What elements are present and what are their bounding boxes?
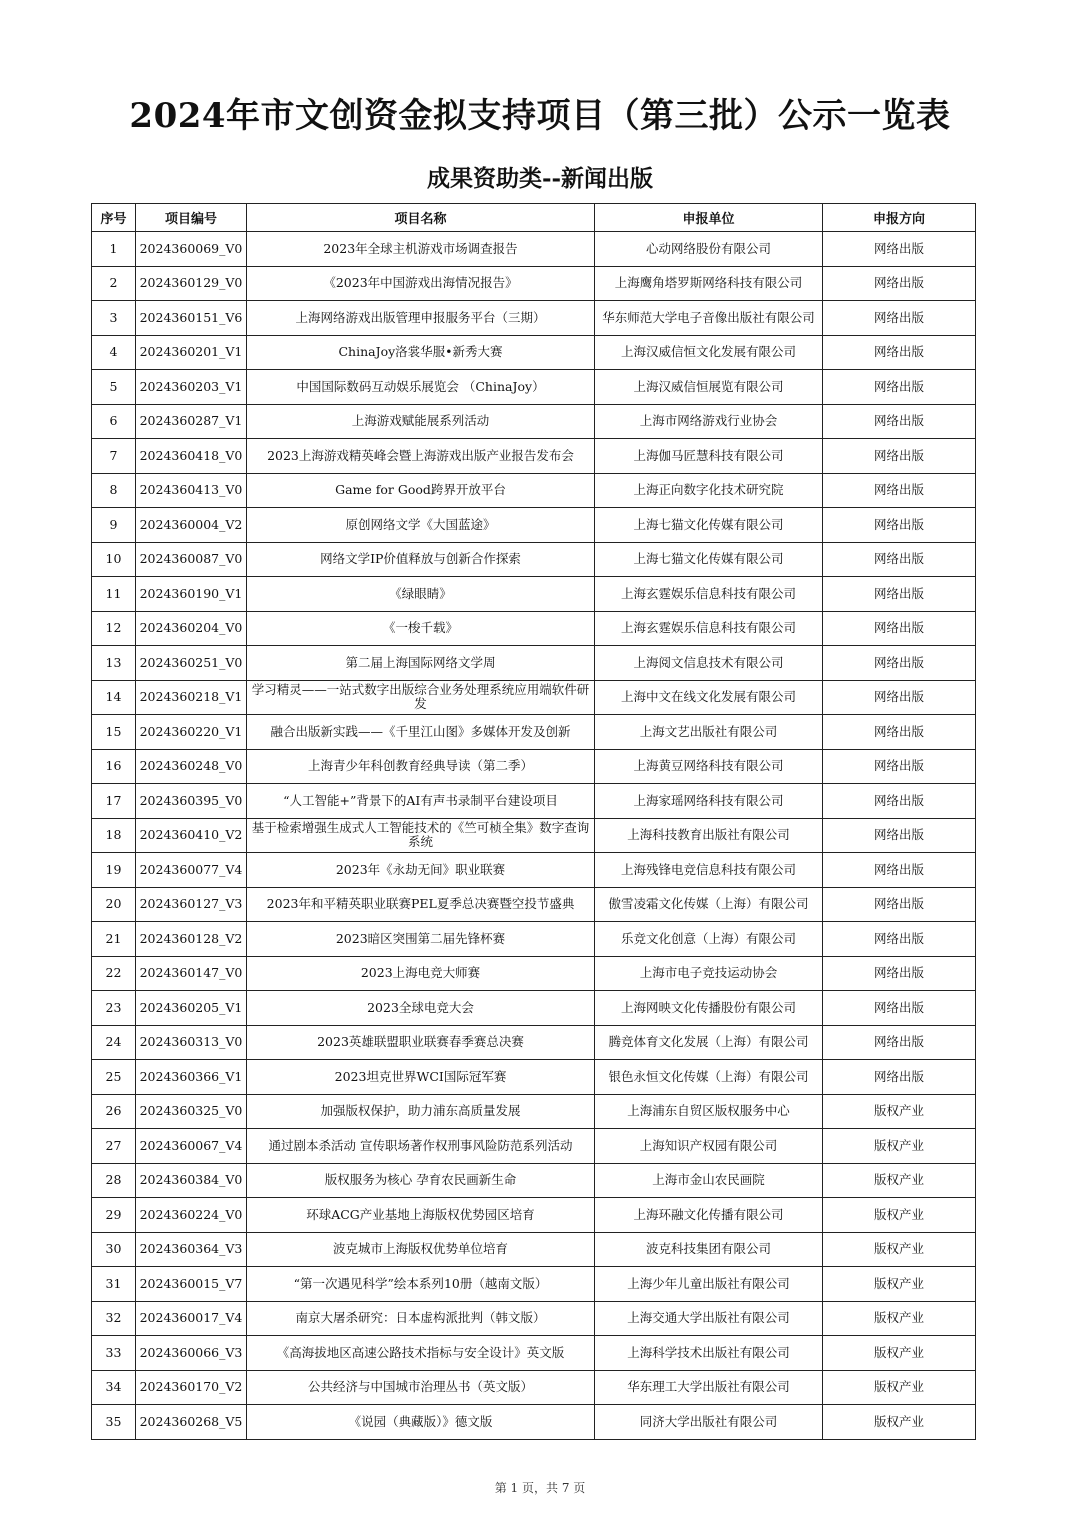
cell-project-id: 2024360313_V0 (136, 1025, 247, 1060)
table-row (92, 887, 976, 922)
cell-index: 20 (92, 887, 136, 922)
table-row (92, 577, 976, 612)
table-row (92, 1370, 976, 1405)
cell-applicant: 上海七猫文化传媒有限公司 (595, 542, 823, 577)
cell-project-id: 2024360069_V0 (136, 232, 247, 267)
cell-direction: 网络出版 (823, 991, 976, 1026)
cell-direction: 网络出版 (823, 853, 976, 888)
header-index: 序号 (92, 204, 136, 232)
table-row (92, 542, 976, 577)
cell-project-name: 2023坦克世界WCI国际冠军赛 (247, 1060, 595, 1095)
cell-project-name: 基于检索增强生成式人工智能技术的《竺可桢全集》数字查询系统 (247, 818, 595, 853)
table-row (92, 266, 976, 301)
cell-applicant: 上海七猫文化传媒有限公司 (595, 508, 823, 543)
cell-project-id: 2024360224_V0 (136, 1198, 247, 1233)
cell-applicant: 上海市金山农民画院 (595, 1163, 823, 1198)
table-row (92, 1094, 976, 1129)
cell-direction: 版权产业 (823, 1301, 976, 1336)
cell-applicant: 心动网络股份有限公司 (595, 232, 823, 267)
cell-index: 22 (92, 956, 136, 991)
header-applicant: 申报单位 (595, 204, 823, 232)
cell-direction: 网络出版 (823, 439, 976, 474)
table-row (92, 784, 976, 819)
cell-index: 8 (92, 473, 136, 508)
cell-project-id: 2024360087_V0 (136, 542, 247, 577)
cell-project-id: 2024360418_V0 (136, 439, 247, 474)
cell-applicant: 上海鹰角塔罗斯网络科技有限公司 (595, 266, 823, 301)
cell-direction: 版权产业 (823, 1163, 976, 1198)
cell-applicant: 上海科学技术出版社有限公司 (595, 1336, 823, 1371)
cell-index: 15 (92, 715, 136, 750)
cell-index: 30 (92, 1232, 136, 1267)
cell-project-name: 加强版权保护，助力浦东高质量发展 (247, 1094, 595, 1129)
table-row (92, 370, 976, 405)
cell-direction: 网络出版 (823, 404, 976, 439)
cell-index: 33 (92, 1336, 136, 1371)
cell-project-id: 2024360325_V0 (136, 1094, 247, 1129)
table-row (92, 956, 976, 991)
cell-project-id: 2024360129_V0 (136, 266, 247, 301)
table-row (92, 680, 976, 715)
cell-project-id: 2024360287_V1 (136, 404, 247, 439)
cell-project-id: 2024360366_V1 (136, 1060, 247, 1095)
cell-project-id: 2024360190_V1 (136, 577, 247, 612)
table-row (92, 749, 976, 784)
cell-direction: 版权产业 (823, 1336, 976, 1371)
cell-project-id: 2024360413_V0 (136, 473, 247, 508)
cell-project-id: 2024360017_V4 (136, 1301, 247, 1336)
cell-index: 18 (92, 818, 136, 853)
cell-applicant: 上海文艺出版社有限公司 (595, 715, 823, 750)
cell-index: 9 (92, 508, 136, 543)
cell-applicant: 腾竞体育文化发展（上海）有限公司 (595, 1025, 823, 1060)
cell-applicant: 上海正向数字化技术研究院 (595, 473, 823, 508)
cell-direction: 网络出版 (823, 887, 976, 922)
cell-applicant: 上海玄霆娱乐信息科技有限公司 (595, 611, 823, 646)
table-row (92, 1267, 976, 1302)
cell-applicant: 上海市电子竞技运动协会 (595, 956, 823, 991)
cell-direction: 网络出版 (823, 577, 976, 612)
cell-direction: 版权产业 (823, 1267, 976, 1302)
cell-applicant: 波克科技集团有限公司 (595, 1232, 823, 1267)
cell-direction: 网络出版 (823, 542, 976, 577)
table-row (92, 335, 976, 370)
cell-project-id: 2024360220_V1 (136, 715, 247, 750)
table-row (92, 1301, 976, 1336)
cell-applicant: 上海少年儿童出版社有限公司 (595, 1267, 823, 1302)
cell-direction: 网络出版 (823, 715, 976, 750)
cell-applicant: 乐竞文化创意（上海）有限公司 (595, 922, 823, 957)
cell-project-id: 2024360384_V0 (136, 1163, 247, 1198)
table-row (92, 232, 976, 267)
table-row (92, 1336, 976, 1371)
cell-direction: 网络出版 (823, 956, 976, 991)
cell-project-name: 版权服务为核心 孕育农民画新生命 (247, 1163, 595, 1198)
cell-project-id: 2024360201_V1 (136, 335, 247, 370)
cell-applicant: 上海环融文化传播有限公司 (595, 1198, 823, 1233)
cell-direction: 版权产业 (823, 1370, 976, 1405)
cell-project-name: 《高海拔地区高速公路技术指标与安全设计》英文版 (247, 1336, 595, 1371)
table-row (92, 1025, 976, 1060)
cell-project-name: 融合出版新实践——《千里江山图》多媒体开发及创新 (247, 715, 595, 750)
table-row (92, 404, 976, 439)
cell-project-id: 2024360128_V2 (136, 922, 247, 957)
cell-direction: 网络出版 (823, 301, 976, 336)
table-row (92, 508, 976, 543)
cell-project-name: 通过剧本杀活动 宣传职场著作权刑事风险防范系列活动 (247, 1129, 595, 1164)
cell-index: 10 (92, 542, 136, 577)
cell-project-id: 2024360205_V1 (136, 991, 247, 1026)
cell-project-id: 2024360395_V0 (136, 784, 247, 819)
cell-applicant: 上海玄霆娱乐信息科技有限公司 (595, 577, 823, 612)
table-row (92, 1060, 976, 1095)
cell-project-name: 波克城市上海版权优势单位培育 (247, 1232, 595, 1267)
table-header-row (92, 204, 976, 232)
cell-project-id: 2024360067_V4 (136, 1129, 247, 1164)
cell-direction: 网络出版 (823, 611, 976, 646)
cell-direction: 网络出版 (823, 335, 976, 370)
cell-project-name: 2023年全球主机游戏市场调查报告 (247, 232, 595, 267)
cell-direction: 版权产业 (823, 1232, 976, 1267)
table-row (92, 611, 976, 646)
cell-index: 24 (92, 1025, 136, 1060)
table-row (92, 439, 976, 474)
cell-direction: 网络出版 (823, 749, 976, 784)
table-body (92, 232, 976, 1440)
cell-project-name: 2023全球电竞大会 (247, 991, 595, 1026)
table-row (92, 991, 976, 1026)
cell-index: 25 (92, 1060, 136, 1095)
table-row (92, 922, 976, 957)
cell-project-id: 2024360147_V0 (136, 956, 247, 991)
cell-project-name: 上海网络游戏出版管理申报服务平台（三期） (247, 301, 595, 336)
table-row (92, 853, 976, 888)
cell-direction: 网络出版 (823, 508, 976, 543)
cell-project-name: Game for Good跨界开放平台 (247, 473, 595, 508)
cell-project-name: 《说园（典藏版）》德文版 (247, 1405, 595, 1440)
header-direction: 申报方向 (823, 204, 976, 232)
cell-index: 11 (92, 577, 136, 612)
cell-project-name: 上海游戏赋能展系列活动 (247, 404, 595, 439)
cell-applicant: 上海知识产权园有限公司 (595, 1129, 823, 1164)
cell-direction: 网络出版 (823, 922, 976, 957)
cell-applicant: 上海市网络游戏行业协会 (595, 404, 823, 439)
cell-applicant: 上海汉威信恒文化发展有限公司 (595, 335, 823, 370)
cell-index: 16 (92, 749, 136, 784)
page-footer: 第 1 页，共 7 页 (494, 1481, 586, 1495)
cell-index: 21 (92, 922, 136, 957)
cell-index: 14 (92, 680, 136, 715)
cell-project-name: 中国国际数码互动娱乐展览会 （ChinaJoy） (247, 370, 595, 405)
cell-applicant: 上海黄豆网络科技有限公司 (595, 749, 823, 784)
cell-applicant: 华东理工大学出版社有限公司 (595, 1370, 823, 1405)
cell-index: 12 (92, 611, 136, 646)
cell-applicant: 同济大学出版社有限公司 (595, 1405, 823, 1440)
cell-project-id: 2024360248_V0 (136, 749, 247, 784)
cell-direction: 网络出版 (823, 1025, 976, 1060)
cell-direction: 网络出版 (823, 784, 976, 819)
cell-direction: 网络出版 (823, 266, 976, 301)
cell-project-name: 2023上海游戏精英峰会暨上海游戏出版产业报告发布会 (247, 439, 595, 474)
cell-project-id: 2024360364_V3 (136, 1232, 247, 1267)
cell-index: 29 (92, 1198, 136, 1233)
cell-applicant: 上海残锋电竞信息科技有限公司 (595, 853, 823, 888)
cell-project-name: 第二届上海国际网络文学周 (247, 646, 595, 681)
cell-applicant: 上海汉威信恒展览有限公司 (595, 370, 823, 405)
cell-applicant: 上海中文在线文化发展有限公司 (595, 680, 823, 715)
page-title: 2024年市文创资金拟支持项目（第三批）公示一览表 (129, 96, 951, 136)
cell-project-name: 《2023年中国游戏出海情况报告》 (247, 266, 595, 301)
cell-applicant: 傲雪凌霜文化传媒（上海）有限公司 (595, 887, 823, 922)
table-row (92, 715, 976, 750)
cell-applicant: 上海阅文信息技术有限公司 (595, 646, 823, 681)
cell-direction: 网络出版 (823, 680, 976, 715)
cell-direction: 网络出版 (823, 1060, 976, 1095)
cell-project-name: 公共经济与中国城市治理丛书（英文版） (247, 1370, 595, 1405)
cell-index: 34 (92, 1370, 136, 1405)
cell-index: 19 (92, 853, 136, 888)
cell-index: 27 (92, 1129, 136, 1164)
cell-project-id: 2024360015_V7 (136, 1267, 247, 1302)
cell-direction: 网络出版 (823, 370, 976, 405)
table-row (92, 1198, 976, 1233)
cell-direction: 网络出版 (823, 646, 976, 681)
cell-project-name: 2023上海电竞大师赛 (247, 956, 595, 991)
cell-applicant: 上海浦东自贸区版权服务中心 (595, 1094, 823, 1129)
cell-direction: 网络出版 (823, 232, 976, 267)
cell-direction: 版权产业 (823, 1405, 976, 1440)
cell-project-name: 学习精灵——一站式数字出版综合业务处理系统应用端软件研发 (247, 680, 595, 715)
table-row (92, 1163, 976, 1198)
cell-project-id: 2024360410_V2 (136, 818, 247, 853)
cell-index: 6 (92, 404, 136, 439)
cell-project-name: 2023年《永劫无间》职业联赛 (247, 853, 595, 888)
cell-index: 17 (92, 784, 136, 819)
cell-index: 2 (92, 266, 136, 301)
cell-index: 35 (92, 1405, 136, 1440)
cell-applicant: 上海伽马匠慧科技有限公司 (595, 439, 823, 474)
cell-index: 7 (92, 439, 136, 474)
cell-applicant: 上海交通大学出版社有限公司 (595, 1301, 823, 1336)
cell-project-name: 上海青少年科创教育经典导读（第二季） (247, 749, 595, 784)
cell-index: 3 (92, 301, 136, 336)
cell-project-name: “第一次遇见科学”绘本系列10册（越南文版） (247, 1267, 595, 1302)
cell-direction: 版权产业 (823, 1094, 976, 1129)
header-project-id: 项目编号 (136, 204, 247, 232)
cell-applicant: 上海家瑶网络科技有限公司 (595, 784, 823, 819)
cell-direction: 网络出版 (823, 818, 976, 853)
cell-applicant: 上海科技教育出版社有限公司 (595, 818, 823, 853)
cell-direction: 版权产业 (823, 1198, 976, 1233)
section-subtitle: 成果资助类--新闻出版 (426, 165, 654, 192)
cell-project-id: 2024360151_V6 (136, 301, 247, 336)
cell-index: 5 (92, 370, 136, 405)
cell-project-name: 2023暗区突围第二届先锋杯赛 (247, 922, 595, 957)
project-table (91, 203, 976, 1440)
cell-project-id: 2024360268_V5 (136, 1405, 247, 1440)
cell-applicant: 上海网映文化传播股份有限公司 (595, 991, 823, 1026)
cell-project-name: “人工智能+”背景下的AI有声书录制平台建设项目 (247, 784, 595, 819)
cell-project-id: 2024360066_V3 (136, 1336, 247, 1371)
cell-project-name: 《绿眼睛》 (247, 577, 595, 612)
cell-index: 1 (92, 232, 136, 267)
cell-project-name: 网络文学IP价值释放与创新合作探索 (247, 542, 595, 577)
cell-index: 31 (92, 1267, 136, 1302)
cell-applicant: 华东师范大学电子音像出版社有限公司 (595, 301, 823, 336)
cell-index: 32 (92, 1301, 136, 1336)
cell-project-id: 2024360127_V3 (136, 887, 247, 922)
table-row (92, 301, 976, 336)
cell-direction: 版权产业 (823, 1129, 976, 1164)
cell-project-name: 2023英雄联盟职业联赛春季赛总决赛 (247, 1025, 595, 1060)
cell-project-id: 2024360203_V1 (136, 370, 247, 405)
cell-project-id: 2024360004_V2 (136, 508, 247, 543)
cell-project-id: 2024360077_V4 (136, 853, 247, 888)
cell-project-id: 2024360170_V2 (136, 1370, 247, 1405)
cell-project-name: 《一梭千载》 (247, 611, 595, 646)
table-row (92, 473, 976, 508)
cell-project-name: 2023年和平精英职业联赛PEL夏季总决赛暨空投节盛典 (247, 887, 595, 922)
table-row (92, 1232, 976, 1267)
cell-applicant: 银色永恒文化传媒（上海）有限公司 (595, 1060, 823, 1095)
cell-project-name: 原创网络文学《大国蓝途》 (247, 508, 595, 543)
cell-index: 26 (92, 1094, 136, 1129)
cell-direction: 网络出版 (823, 473, 976, 508)
cell-project-name: 南京大屠杀研究：日本虚构派批判（韩文版） (247, 1301, 595, 1336)
cell-index: 23 (92, 991, 136, 1026)
cell-project-name: ChinaJoy洛裳华服•新秀大赛 (247, 335, 595, 370)
cell-index: 28 (92, 1163, 136, 1198)
table-row (92, 1129, 976, 1164)
cell-project-name: 环球ACG产业基地上海版权优势园区培育 (247, 1198, 595, 1233)
cell-project-id: 2024360204_V0 (136, 611, 247, 646)
table-row (92, 1405, 976, 1440)
cell-index: 4 (92, 335, 136, 370)
header-project-name: 项目名称 (247, 204, 595, 232)
table-row (92, 646, 976, 681)
table-row (92, 818, 976, 853)
cell-project-id: 2024360251_V0 (136, 646, 247, 681)
cell-index: 13 (92, 646, 136, 681)
cell-project-id: 2024360218_V1 (136, 680, 247, 715)
